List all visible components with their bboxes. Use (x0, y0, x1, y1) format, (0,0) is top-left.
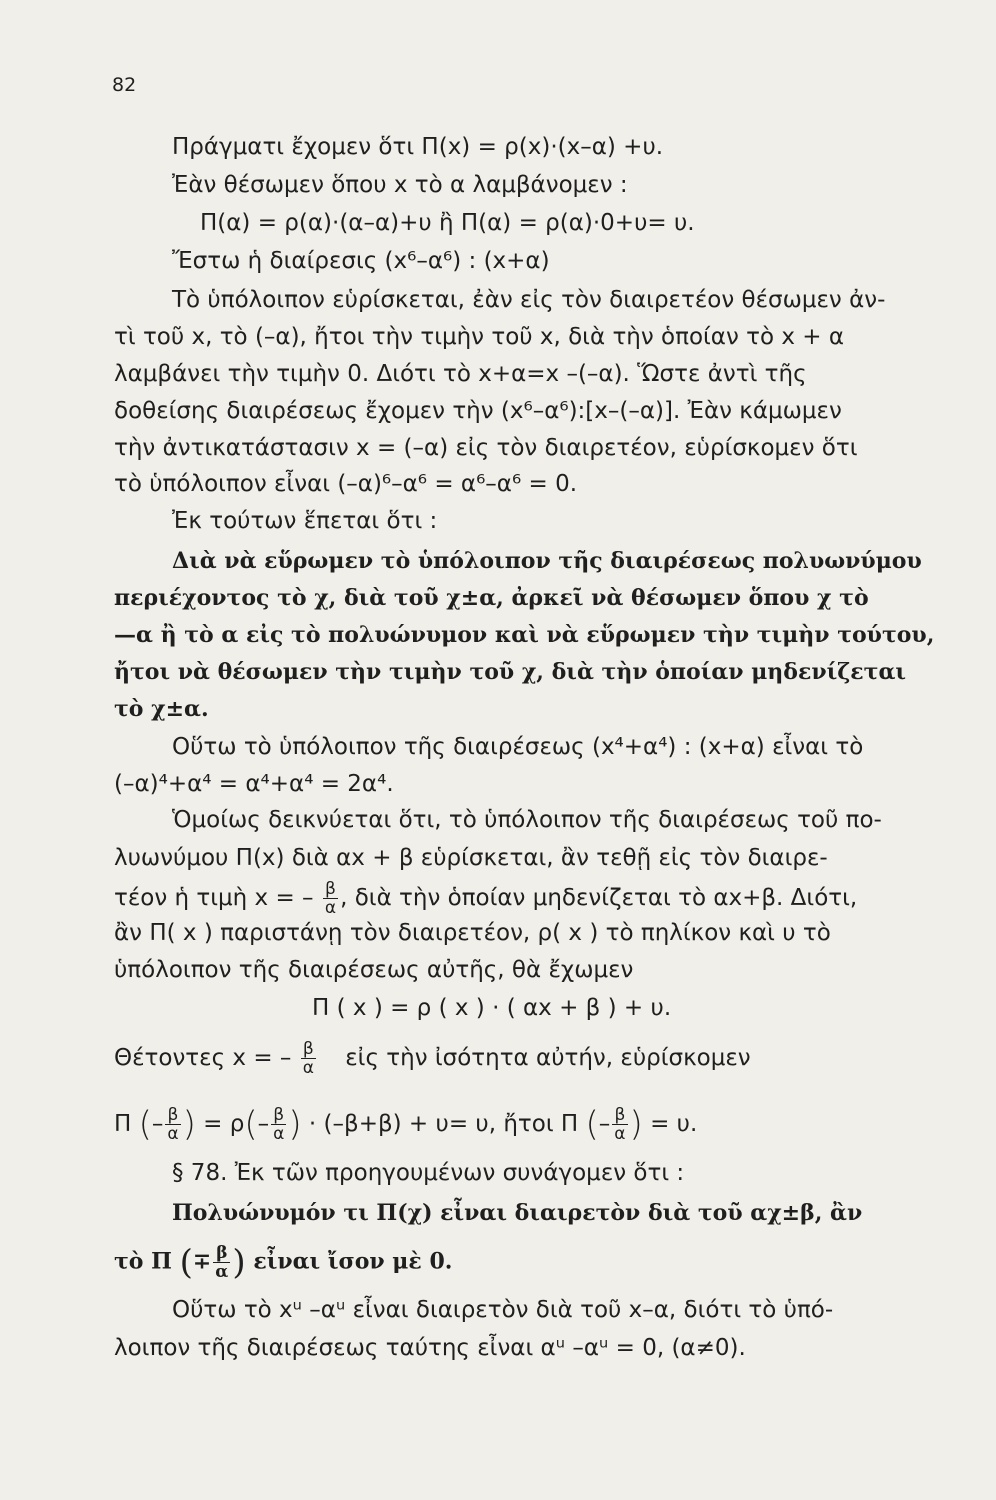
text-segment: , διὰ τὴν ὁποίαν μηδενίζεται τὸ αx+β. Διότι, (340, 885, 858, 911)
text-line-with-fraction (114, 1040, 751, 1077)
text-segment: Θέτοντες x = – (114, 1045, 292, 1071)
fraction-numerator: β (213, 1244, 230, 1263)
text-line: τὸ ὑπόλοιπον εἶναι (–α)⁶–α⁶ = α⁶–α⁶ = 0. (114, 471, 578, 497)
paren: ( (244, 1104, 258, 1145)
text-line: Ἔστω ἡ διαίρεσις (x⁶–α⁶) : (x+α) (172, 248, 550, 274)
fraction-numerator: β (323, 880, 338, 899)
section-line: § 78. Ἐκ τῶν προηγουμένων συνάγομεν ὅτι : (172, 1160, 685, 1186)
rule-statement-line: τὸ χ±α. (114, 696, 209, 722)
paren: ) (182, 1104, 196, 1145)
minus-plus-sign: ∓ (192, 1248, 212, 1275)
fraction-denominator: α (614, 1124, 626, 1144)
text-line: λαμβάνει τὴν τιμὴν 0. Διότι τὸ x+α=x –(–α). Ὥστε ἀντὶ τῆς (114, 361, 807, 387)
paren: ( (585, 1104, 599, 1145)
text-segment: = υ. (650, 1111, 698, 1137)
page-number: 82 (112, 74, 137, 96)
fraction-denominator: α (215, 1262, 229, 1282)
paren: ( (138, 1104, 152, 1145)
paren: ( (179, 1242, 193, 1283)
fraction-numerator: β (301, 1040, 316, 1059)
fraction-denominator: α (302, 1058, 314, 1078)
text-line: Ἐκ τούτων ἕπεται ὅτι : (172, 508, 438, 534)
text-line: Οὕτω τὸ xᵘ –αᵘ εἶναι διαιρετὸν διὰ τοῦ x–α, διότι τὸ ὑπό- (172, 1297, 834, 1323)
text-segment: εἶναι ἴσον μὲ 0. (253, 1248, 453, 1275)
fraction (165, 1106, 180, 1143)
text-line: Πράγματι ἔχομεν ὅτι Π(x) = ρ(x)·(x–α) +υ. (172, 134, 664, 160)
fraction-denominator: α (273, 1124, 285, 1144)
text-segment: τὸ Π (114, 1248, 172, 1275)
fraction (301, 1040, 316, 1077)
fraction (213, 1244, 230, 1281)
fraction (323, 880, 338, 917)
text-line: λοιπον τῆς διαιρέσεως ταύτης εἶναι αᵘ –αᵘ = 0, (α≠0). (114, 1335, 746, 1361)
rule-statement-line-with-fraction (114, 1244, 452, 1281)
minus-sign: – (151, 1111, 164, 1137)
text-line: ὑπόλοιπον τῆς διαιρέσεως αὐτῆς, θὰ ἔχωμεν (114, 957, 634, 983)
rule-statement-line: Πολυώνυμόν τι Π(χ) εἶναι διαιρετὸν διὰ τοῦ αχ±β, ἂν (172, 1200, 863, 1226)
paren: ) (629, 1104, 643, 1145)
text-line: λυωνύμου Π(x) διὰ αx + β εὑρίσκεται, ἂν τεθῇ εἰς τὸν διαιρε- (114, 845, 828, 871)
text-line: τὶ τοῦ x, τὸ (–α), ἤτοι τὴν τιμὴν τοῦ x, διὰ τὴν ὁποίαν τὸ x + α (114, 324, 845, 350)
text-line: Οὕτω τὸ ὑπόλοιπον τῆς διαιρέσεως (x⁴+α⁴) : (x+α) εἶναι τὸ (172, 734, 864, 760)
text-segment: Π (114, 1111, 132, 1137)
fraction (612, 1106, 627, 1143)
rule-statement-line: περιέχοντος τὸ χ, διὰ τοῦ χ±α, ἀρκεῖ νὰ θέσωμεν ὅπου χ τὸ (114, 585, 869, 611)
minus-sign: – (257, 1111, 270, 1137)
rule-statement-line: ἤτοι νὰ θέσωμεν τὴν τιμὴν τοῦ χ, διὰ τὴν ὁποίαν μηδενίζεται (114, 659, 907, 685)
equation-line (114, 1106, 697, 1143)
text-segment: · (–β+β) + υ= υ, ἤτοι Π (308, 1111, 579, 1137)
equation-line: Π ( x ) = ρ ( x ) · ( αx + β ) + υ. (312, 995, 672, 1021)
text-segment: τέον ἡ τιμὴ x = – (114, 885, 314, 911)
text-line: τὴν ἀντικατάστασιν x = (–α) εἰς τὸν διαιρετέον, εὑρίσκομεν ὅτι (114, 435, 858, 461)
equation-line: Π(α) = ρ(α)·(α–α)+υ ἢ Π(α) = ρ(α)·0+υ= υ. (200, 210, 695, 236)
text-line: Ὁμοίως δεικνύεται ὅτι, τὸ ὑπόλοιπον τῆς διαιρέσεως τοῦ πο- (172, 807, 882, 833)
minus-sign: – (598, 1111, 611, 1137)
fraction-denominator: α (167, 1124, 179, 1144)
text-line: Τὸ ὑπόλοιπον εὑρίσκεται, ἐὰν εἰς τὸν διαιρετέον θέσωμεν ἀν- (172, 287, 886, 313)
text-segment: = ρ (203, 1111, 245, 1137)
text-line: (–α)⁴+α⁴ = α⁴+α⁴ = 2α⁴. (114, 771, 394, 797)
paren: ) (232, 1242, 246, 1283)
text-segment: εἰς τὴν ἰσότητα αὐτήν, εὑρίσκομεν (345, 1045, 751, 1071)
paren: ) (288, 1104, 302, 1145)
text-line: δοθείσης διαιρέσεως ἔχομεν τὴν (x⁶–α⁶):[x–(–α)]. Ἐὰν κάμωμεν (114, 398, 842, 424)
fraction (271, 1106, 286, 1143)
fraction-numerator: β (165, 1106, 180, 1125)
fraction-numerator: β (612, 1106, 627, 1125)
rule-statement-line: Διὰ νὰ εὕρωμεν τὸ ὑπόλοιπον τῆς διαιρέσεως πολυωνύμου (172, 548, 922, 574)
text-line: Ἐὰν θέσωμεν ὅπου x τὸ α λαμβάνομεν : (172, 172, 628, 198)
text-line-with-fraction (114, 880, 857, 917)
rule-statement-line: —α ἢ τὸ α εἰς τὸ πολυώνυμον καὶ νὰ εὕρωμεν τὴν τιμὴν τούτου, (114, 622, 935, 648)
fraction-numerator: β (271, 1106, 286, 1125)
fraction-denominator: α (324, 898, 337, 918)
text-line: ἂν Π( x ) παριστάνῃ τὸν διαιρετέον, ρ( x ) τὸ πηλίκον καὶ υ τὸ (114, 920, 831, 946)
